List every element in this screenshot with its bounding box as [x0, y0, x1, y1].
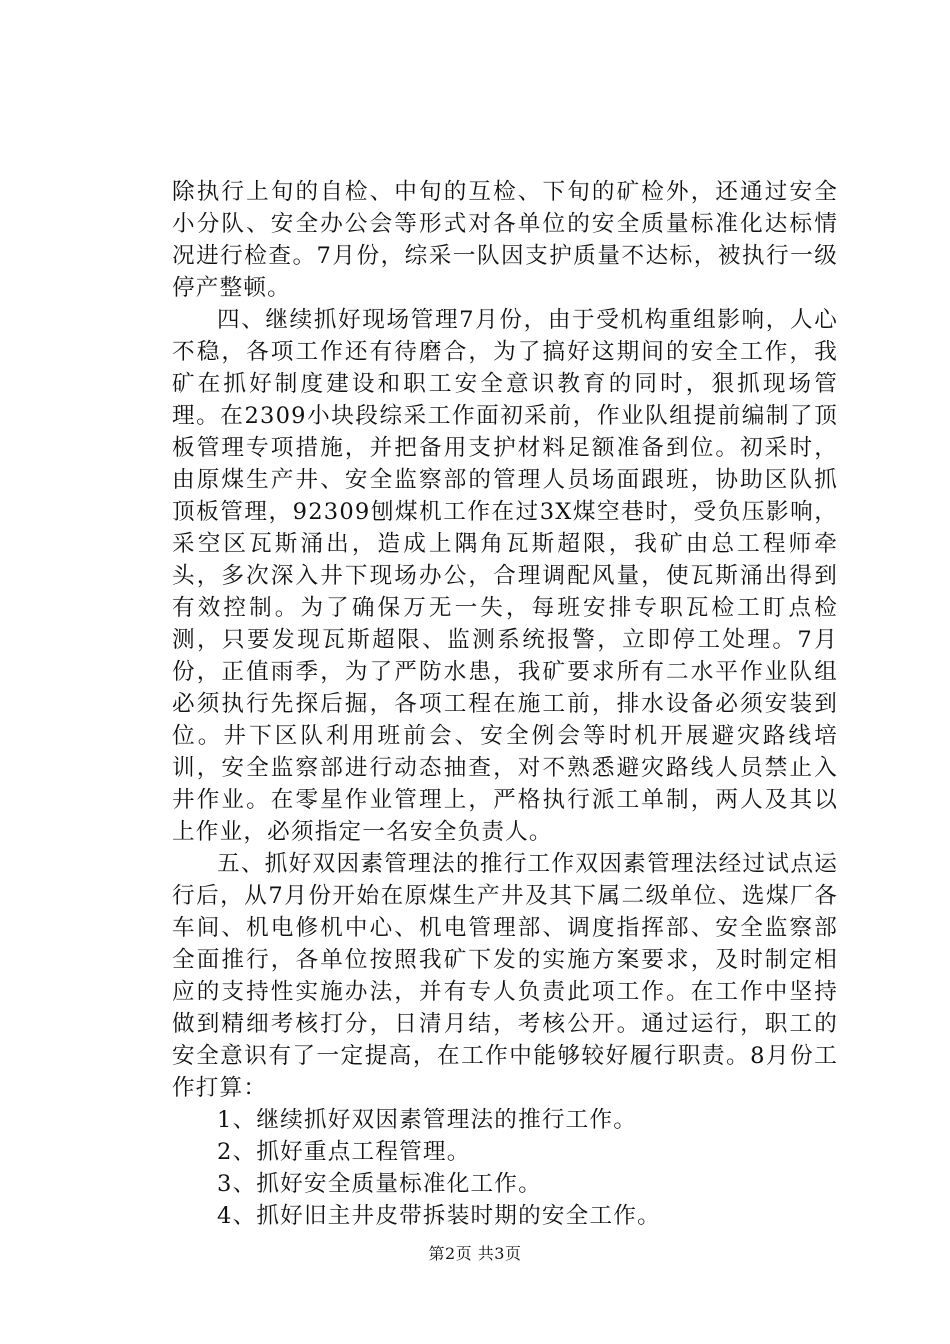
plan-item-2: 2、抓好重点工程管理。 [217, 1139, 471, 1165]
plan-item-4: 4、抓好旧主井皮带拆装时期的安全工作。 [217, 1203, 661, 1229]
plan-item-3: 3、抓好安全质量标准化工作。 [217, 1171, 542, 1197]
paragraph-inspection: 除执行上旬的自检、中旬的互检、下旬的矿检外，还通过安全小分队、安全办公会等形式对各单位的安全质量标准化达标情况进行检查。7月份，综采一队因支护质量不达标，被执行一级停产整顿。 [172, 179, 838, 301]
page-number-indicator: 第2页 共3页 [428, 1244, 522, 1263]
plan-item-1: 1、继续抓好双因素管理法的推行工作。 [217, 1107, 638, 1133]
document-body [172, 176, 838, 1232]
page-footer [0, 1244, 950, 1264]
paragraph-dual-factor-management: 五、抓好双因素管理法的推行工作双因素管理法经过试点运行后，从7月份开始在原煤生产井及其下属二级单位、选煤厂各车间、机电修机中心、机电管理部、调度指挥部、安全监察部全面推行，各单位按照我矿下发的实施方案要求，及时制定相应的支持性实施办法，并有专人负责此项工作。在工作中坚持做到精细考核打分，日清月结，考核公开。通过运行，职工的安全意识有了一定提高，在工作中能够较好履行职责。8月份工作打算： [172, 851, 838, 1101]
paragraph-site-management: 四、继续抓好现场管理7月份，由于受机构重组影响，人心不稳，各项工作还有待磨合，为了搞好这期间的安全工作，我矿在抓好制度建设和职工安全意识教育的同时，狠抓现场管理。在2309小块段综采工作面初采前，作业队组提前编制了顶板管理专项措施，并把备用支护材料足额准备到位。初采时，由原煤生产井、安全监察部的管理人员场面跟班，协助区队抓顶板管理，92309刨煤机工作在过3X煤空巷时，受负压影响，采空区瓦斯涌出，造成上隅角瓦斯超限，我矿由总工程师牵头，多次深入井下现场办公，合理调配风量，使瓦斯涌出得到有效控制。为了确保万无一失，每班安排专职瓦检工盯点检测，只要发现瓦斯超限、监测系统报警，立即停工处理。7月份，正值雨季，为了严防水患，我矿要求所有二水平作业队组必须执行先探后掘，各项工程在施工前，排水设备必须安装到位。井下区队利用班前会、安全例会等时机开展避灾路线培训，安全监察部进行动态抽查，对不熟悉避灾路线人员禁止入井作业。在零星作业管理上，严格执行派工单制，两人及其以上作业，必须指定一名安全负责人。 [172, 307, 838, 845]
